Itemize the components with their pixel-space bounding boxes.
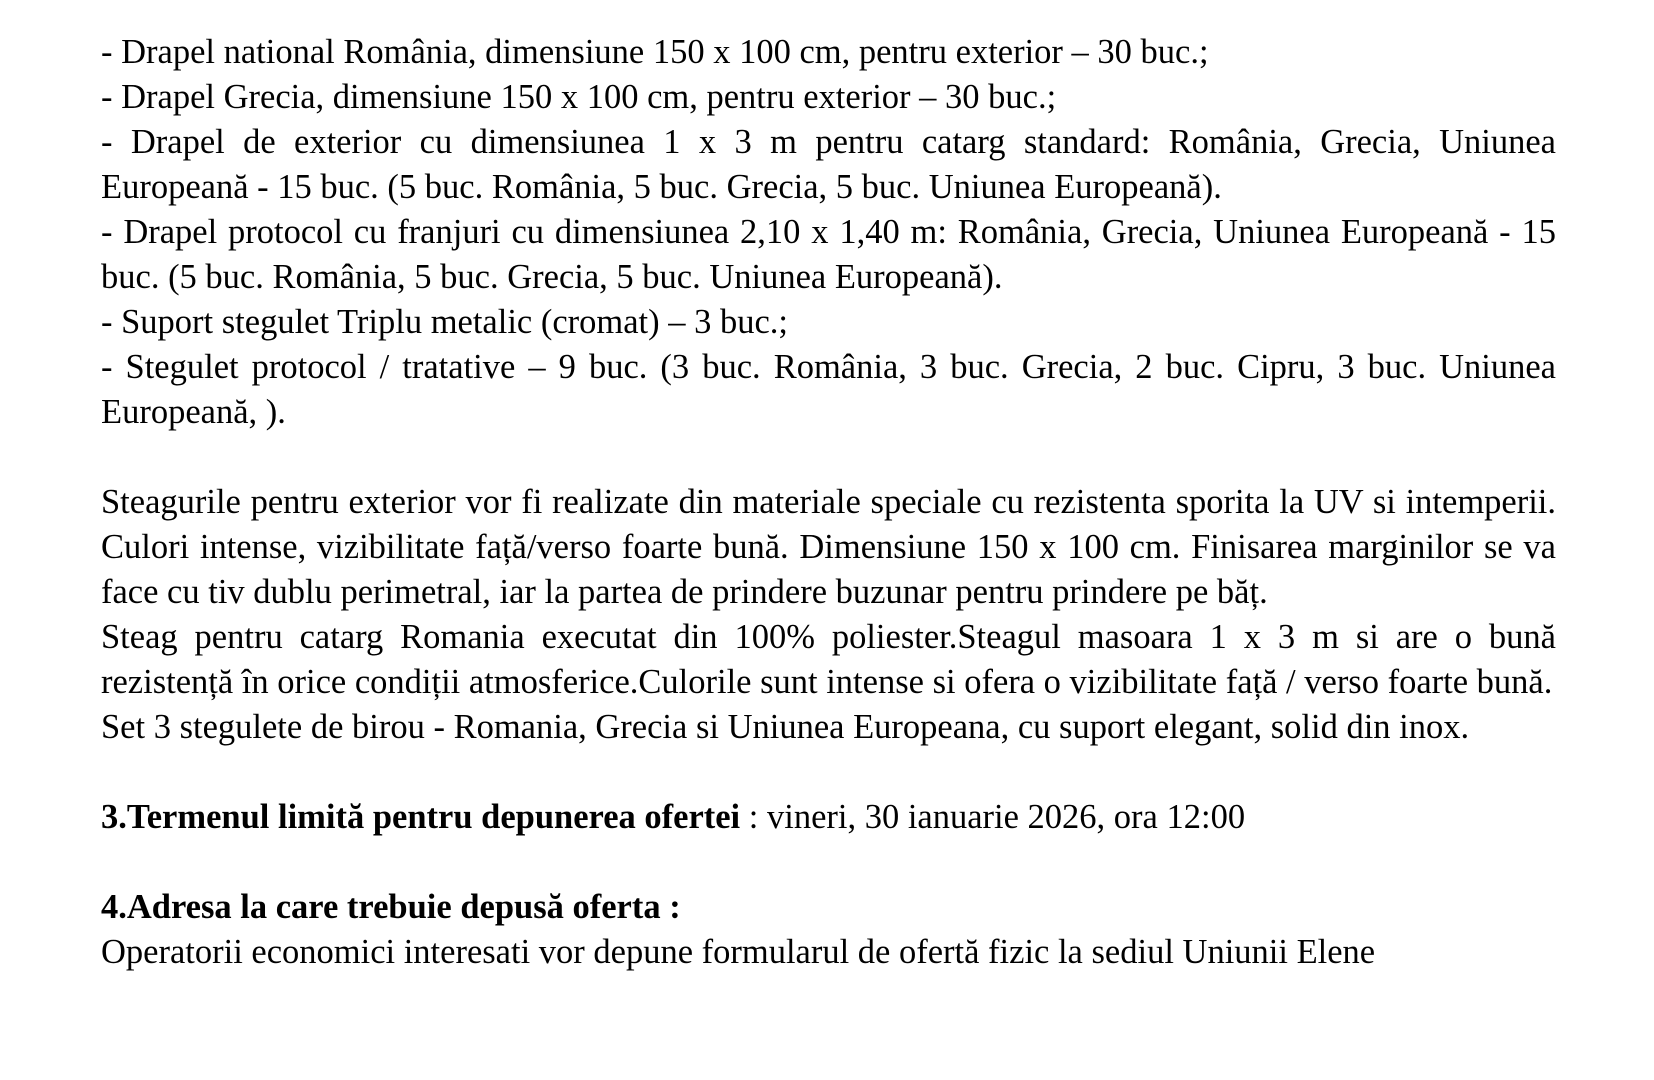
description-paragraph: Steagurile pentru exterior vor fi realizate din materiale speciale cu rezistenta sporita la UV si intemperii. Culori intense, vizibilitate față/verso foarte bună. Dimensiune 150 x 100 cm. Finisarea marginilor se va face cu tiv dublu perimetral, iar la partea de prindere buzunar pentru prindere pe băț.: [101, 483, 1556, 611]
list-item: - Drapel Grecia, dimensiune 150 x 100 cm, pentru exterior – 30 buc.;: [101, 78, 1057, 116]
list-item: - Drapel national România, dimensiune 150 x 100 cm, pentru exterior – 30 buc.;: [101, 33, 1209, 71]
section-3-heading: 3.Termenul limită pentru depunerea ofertei: [101, 798, 741, 836]
section-4-heading: 4.Adresa la care trebuie depusă oferta :: [101, 888, 681, 926]
list-item: - Drapel de exterior cu dimensiunea 1 x 3 m pentru catarg standard: România, Grecia, Uniunea Europeană - 15 buc. (5 buc. România, 5 buc. Grecia, 5 buc. Uniunea Europeană).: [101, 123, 1556, 206]
description-paragraph: Set 3 stegulete de birou - Romania, Grecia si Uniunea Europeana, cu suport elegant, solid din inox.: [101, 708, 1470, 746]
description-paragraph: Steag pentru catarg Romania executat din 100% poliester.Steagul masoara 1 x 3 m si are o bună rezistență în orice condiții atmosferice.Culorile sunt intense si ofera o vizibilitate față / verso foarte bună.: [101, 618, 1556, 701]
list-item: - Suport stegulet Triplu metalic (cromat) – 3 buc.;: [101, 303, 789, 341]
section-3: [101, 795, 1556, 840]
document-page: [101, 30, 1556, 975]
paragraph-spacer: [101, 750, 1556, 795]
section-3-value: : vineri, 30 ianuarie 2026, ora 12:00: [740, 798, 1246, 836]
paragraph-spacer: [101, 435, 1556, 480]
section-4-text: Operatorii economici interesati vor depune formularul de ofertă fizic la sediul Uniunii Elene: [101, 933, 1376, 971]
paragraph-spacer: [101, 840, 1556, 885]
list-item: - Drapel protocol cu franjuri cu dimensiunea 2,10 x 1,40 m: România, Grecia, Uniunea Europeană - 15 buc. (5 buc. România, 5 buc. Grecia, 5 buc. Uniunea Europeană).: [101, 213, 1556, 296]
list-item: - Stegulet protocol / tratative – 9 buc. (3 buc. România, 3 buc. Grecia, 2 buc. Cipru, 3 buc. Uniunea Europeană, ).: [101, 348, 1556, 431]
